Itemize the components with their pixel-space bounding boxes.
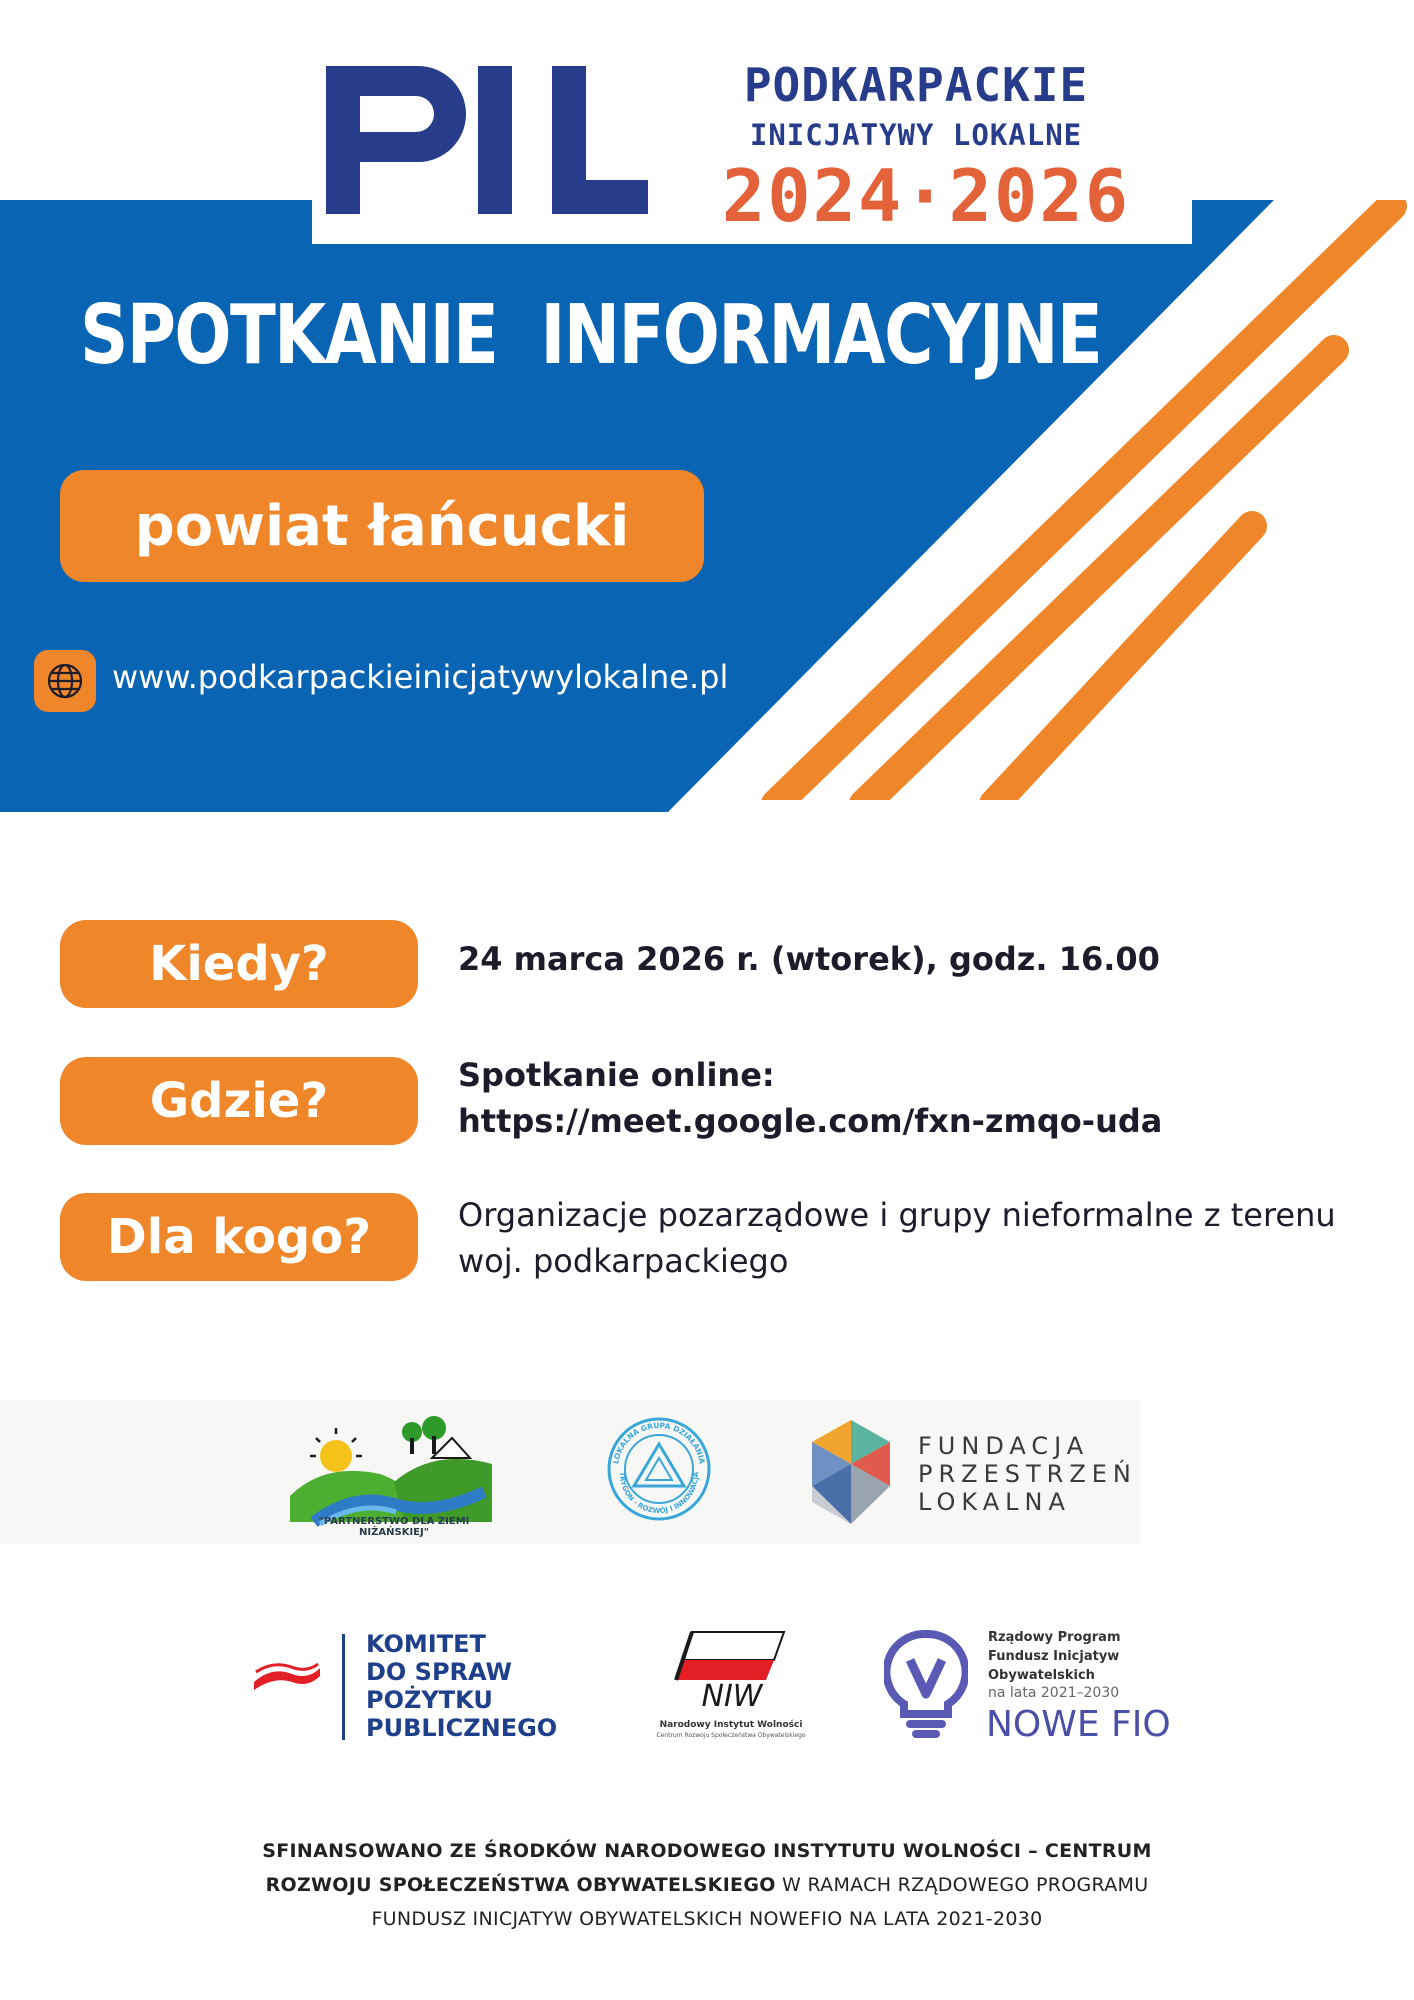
fpl-hexagon-logo <box>806 1420 896 1524</box>
globe-icon <box>34 650 96 712</box>
when-label: Kiedy? <box>60 920 418 1008</box>
svg-text:TRYGON - ROZWÓJ I INNOWACJA: TRYGON - ROZWÓJ I INNOWACJA <box>617 1471 701 1516</box>
fpl-name: FUNDACJA PRZESTRZEŃ LOKALNA <box>918 1432 1137 1516</box>
meeting-link[interactable]: https://meet.google.com/fxn-zmqo-uda <box>458 1102 1163 1140</box>
kpp-logo-text: KOMITET DO SPRAW POŻYTKU PUBLICZNEGO <box>366 1630 558 1742</box>
where-label: Gdzie? <box>60 1057 418 1145</box>
fio-program-text: Rządowy Program Fundusz Inicjatyw Obywatelskich <box>988 1630 1121 1683</box>
pil-logo <box>326 66 648 214</box>
county-badge: powiat łańcucki <box>60 470 704 582</box>
svg-text:NIW: NIW <box>701 1679 763 1710</box>
event-location-text: Spotkanie online: https://meet.google.com/fxn-zmqo-uda <box>458 1056 1163 1140</box>
audience-text: Organizacje pozarządowe i grupy nieformalne z terenu woj. podkarpackiego <box>458 1196 1336 1280</box>
funding-footer: SFINANSOWANO ZE ŚRODKÓW NARODOWEGO INSTYTUTU WOLNOŚCI – CENTRUM ROZWOJU SPOŁECZEŃSTWA OBYWATELSKIEGO W RAMACH RZĄDOWEGO PROGRAMU FUNDUSZ INICJATYW OBYWATELSKICH NOWEFIO NA LATA 2021-2030 <box>262 1840 1152 1930</box>
polish-flag-icon <box>252 1662 322 1698</box>
audience-label: Dla kogo? <box>60 1193 418 1281</box>
niw-logo <box>672 1630 792 1710</box>
lgd-trygon-logo <box>604 1414 714 1524</box>
page-title: SPOTKANIE INFORMACYJNE <box>80 288 1102 383</box>
svg-text:LOKALNA GRUPA DZIAŁANIA: LOKALNA GRUPA DZIAŁANIA <box>611 1420 707 1465</box>
event-date-text: 24 marca 2026 r. (wtorek), godz. 16.00 <box>458 940 1160 978</box>
kpp-divider <box>342 1634 345 1740</box>
logo-title: PODKARPACKIE <box>743 58 1089 112</box>
logo-years: 2024·2026 <box>721 154 1131 238</box>
fio-years: na lata 2021–2030 <box>988 1685 1120 1701</box>
niw-subcaption: Centrum Rozwoju Społeczeństwa Obywatelskiego <box>656 1732 806 1739</box>
pdzn-caption: "PARTNERSTWO DLA ZIEMI NIŻAŃSKIEJ" <box>318 1516 470 1538</box>
logo-subtitle: INICJATYWY LOKALNE <box>749 118 1083 152</box>
niw-caption: Narodowy Instytut Wolności <box>659 1720 803 1730</box>
website-link[interactable]: www.podkarpackieinicjatywylokalne.pl <box>112 658 729 696</box>
fio-name: NOWE FIO <box>986 1704 1171 1745</box>
lightbulb-icon <box>884 1630 968 1740</box>
